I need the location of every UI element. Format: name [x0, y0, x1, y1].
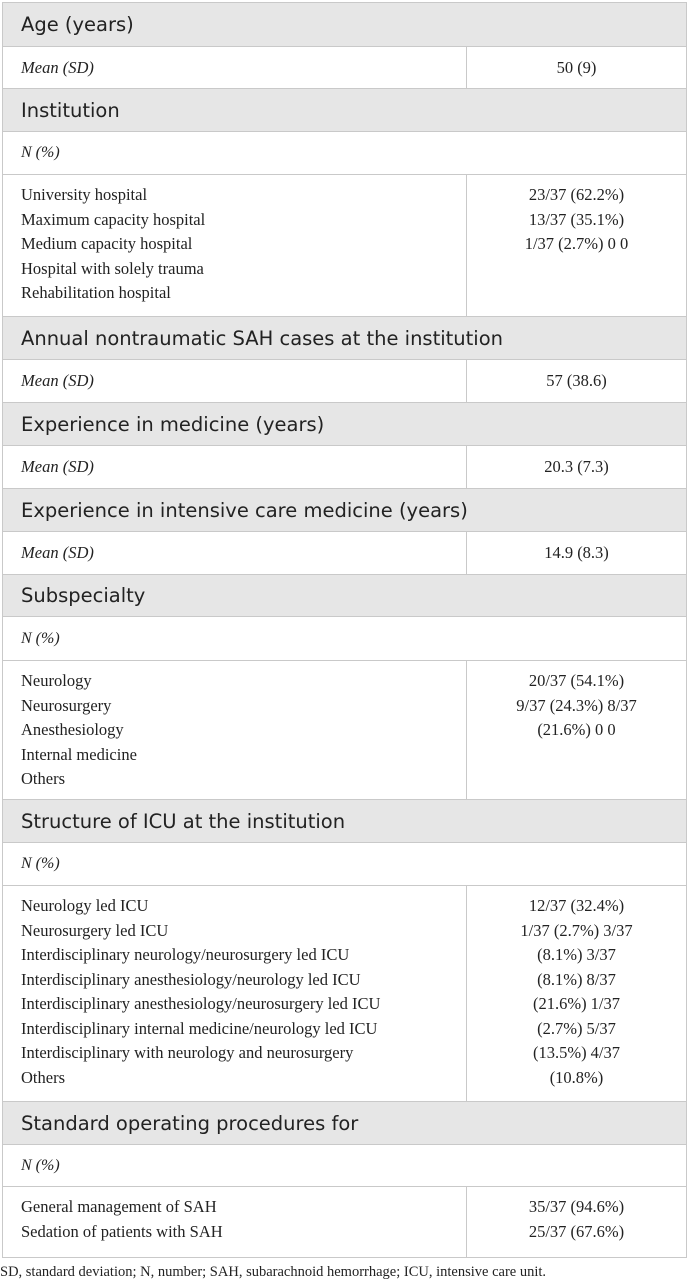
value-line: (10.8%): [549, 1067, 604, 1087]
values-cell: [467, 1187, 686, 1257]
list-item: Interdisciplinary anesthesiology/neurosurgery led ICU: [21, 994, 381, 1013]
section-header-experience-medicine: [3, 403, 686, 446]
n-percent-label: N (%): [21, 1156, 60, 1174]
value-line: 23/37 (62.2%): [528, 185, 625, 204]
list-item: Interdisciplinary anesthesiology/neurology led ICU: [21, 969, 361, 989]
table-row: [3, 175, 686, 317]
section-header-experience-icu: [3, 489, 686, 532]
value-line: (13.5%) 4/37: [532, 1043, 621, 1062]
list-item: Anesthesiology: [21, 720, 124, 739]
demographics-table: [2, 2, 687, 1258]
stat-value: 14.9 (8.3): [544, 543, 609, 562]
list-item: Others: [21, 769, 65, 788]
value-line: (2.7%) 5/37: [537, 1018, 616, 1038]
list-item: Maximum capacity hospital: [21, 209, 206, 229]
items-cell: [3, 886, 467, 1101]
values-cell: [467, 175, 686, 316]
value-line: 35/37 (94.6%): [528, 1197, 625, 1216]
section-title: Annual nontraumatic SAH cases at the institution: [21, 326, 504, 350]
value-line: 12/37 (32.4%): [528, 896, 625, 915]
section-header-subspecialty: [3, 575, 686, 617]
value-line: 20/37 (54.1%): [528, 671, 625, 690]
sub-header-row: [3, 843, 686, 886]
value-line: 1/37 (2.7%) 3/37: [520, 920, 633, 940]
table-row: [3, 360, 686, 403]
list-item: Neurosurgery led ICU: [21, 920, 169, 940]
list-item: Interdisciplinary neurology/neurosurgery led ICU: [21, 945, 350, 964]
stat-value: 57 (38.6): [546, 371, 607, 390]
items-cell: [3, 175, 467, 316]
sub-header-row: [3, 1145, 686, 1187]
list-item: Neurology led ICU: [21, 896, 149, 915]
n-percent-label: N (%): [21, 855, 60, 872]
section-header-annual-sah-cases: [3, 317, 686, 360]
list-item: Hospital with solely trauma: [21, 258, 204, 278]
value-line: (21.6%) 0 0: [537, 720, 616, 739]
stat-label: Mean (SD): [3, 446, 467, 488]
stat-value: 50 (9): [556, 57, 597, 77]
list-item: Neurosurgery: [21, 695, 112, 715]
list-item: Sedation of patients with SAH: [21, 1221, 223, 1241]
value-line: (8.1%) 8/37: [537, 969, 616, 989]
items-cell: [3, 661, 467, 799]
table-row: [3, 661, 686, 800]
stat-label: Mean (SD): [3, 532, 467, 574]
table-row: [3, 532, 686, 575]
list-item: General management of SAH: [21, 1197, 217, 1216]
value-line: 1/37 (2.7%) 0 0: [524, 234, 629, 253]
list-item: Interdisciplinary internal medicine/neurology led ICU: [21, 1018, 378, 1038]
value-line: (8.1%) 3/37: [537, 945, 616, 964]
value-line: 25/37 (67.6%): [528, 1221, 625, 1241]
n-percent-label: N (%): [21, 629, 60, 647]
section-header-age: [3, 3, 686, 47]
list-item: Others: [21, 1067, 65, 1087]
section-header-icu-structure: [3, 800, 686, 843]
list-item: University hospital: [21, 185, 148, 204]
sub-header-row: [3, 132, 686, 175]
section-header-sop: [3, 1102, 686, 1145]
values-cell: [467, 886, 686, 1101]
list-item: Interdisciplinary with neurology and neurosurgery: [21, 1043, 354, 1062]
table-row: [3, 47, 686, 89]
section-header-institution: [3, 89, 686, 132]
n-percent-label: N (%): [21, 144, 60, 161]
table-row: [3, 1187, 686, 1257]
values-cell: [467, 661, 686, 799]
sub-header-row: [3, 617, 686, 661]
stat-label: Mean (SD): [3, 360, 467, 402]
table-row: [3, 446, 686, 489]
list-item: Medium capacity hospital: [21, 234, 193, 253]
items-cell: [3, 1187, 467, 1257]
value-line: 9/37 (24.3%) 8/37: [516, 695, 637, 715]
stat-value: 20.3 (7.3): [544, 457, 609, 476]
value-line: (21.6%) 1/37: [532, 994, 621, 1013]
list-item: Rehabilitation hospital: [21, 283, 171, 302]
section-title: Experience in medicine (years): [21, 412, 325, 436]
table-row: [3, 886, 686, 1102]
list-item: Neurology: [21, 671, 92, 690]
stat-label: Mean (SD): [3, 47, 467, 88]
section-title: Standard operating procedures for: [21, 1111, 359, 1135]
value-line: 13/37 (35.1%): [528, 209, 625, 229]
section-title: Age (years): [21, 13, 134, 36]
section-title: Structure of ICU at the institution: [21, 809, 346, 833]
list-item: Internal medicine: [21, 744, 137, 764]
section-title: Subspecialty: [21, 584, 146, 607]
section-title: Institution: [21, 98, 120, 122]
table-footnote: SD, standard deviation; N, number; SAH, subarachnoid hemorrhage; ICU, intensive care unit.: [0, 1264, 547, 1280]
section-title: Experience in intensive care medicine (years): [21, 498, 468, 522]
